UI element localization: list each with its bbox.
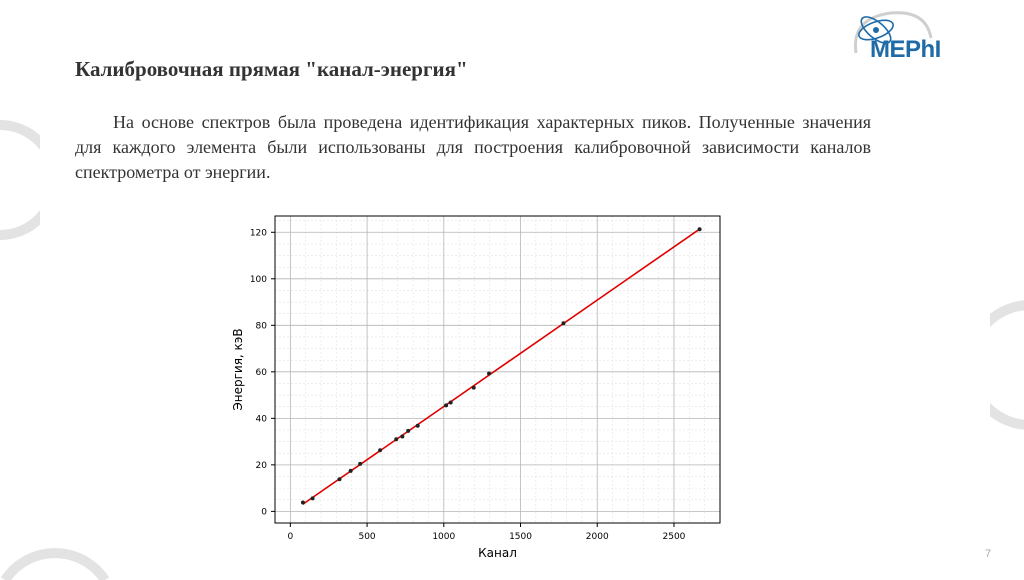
- x-tick-label: 0: [287, 532, 294, 542]
- data-point: [378, 448, 382, 452]
- data-point: [394, 437, 398, 441]
- data-point: [449, 401, 453, 405]
- x-axis-ticks: [287, 523, 685, 542]
- y-tick-label: 20: [255, 460, 267, 471]
- data-point: [358, 462, 362, 466]
- y-tick-label: 100: [249, 274, 267, 285]
- logo-text: MEPhI: [870, 36, 941, 63]
- data-point: [416, 424, 420, 428]
- y-tick-label: 0: [261, 507, 267, 518]
- data-point: [472, 386, 476, 390]
- data-point: [301, 501, 305, 505]
- data-point: [444, 403, 448, 407]
- slide-paragraph: На основе спектров была проведена идентификация характерных пиков. Полученные значения для каждого элемента были использованы для построения калибровочной зависимости каналов спектрометра от энергии.: [75, 112, 871, 182]
- decorative-arc-left: [0, 120, 40, 240]
- data-point: [400, 434, 404, 438]
- decorative-arc-bottom: [0, 540, 110, 580]
- data-point: [487, 371, 491, 375]
- data-point: [349, 469, 353, 473]
- data-point: [561, 321, 565, 325]
- y-tick-label: 80: [255, 321, 267, 332]
- x-tick-label: 1500: [509, 532, 532, 542]
- fit-line: [303, 229, 700, 505]
- calibration-chart: [225, 208, 725, 558]
- y-axis-label: Энергия, кэВ: [231, 328, 245, 411]
- y-tick-label: 60: [255, 367, 267, 378]
- slide-title: Калибровочная прямая "канал-энергия": [75, 57, 468, 81]
- x-axis-label: Канал: [478, 546, 517, 558]
- data-point: [337, 477, 341, 481]
- x-tick-label: 2000: [585, 532, 609, 542]
- x-tick-label: 500: [358, 532, 376, 542]
- x-tick-label: 2500: [662, 532, 686, 542]
- data-point: [311, 496, 315, 500]
- data-point: [698, 227, 702, 231]
- y-axis-ticks: [250, 228, 275, 517]
- decorative-arc-right: [990, 300, 1024, 430]
- page-number: 7: [985, 548, 992, 560]
- x-tick-label: 1000: [432, 532, 456, 542]
- y-tick-label: 120: [249, 228, 267, 239]
- data-point: [406, 429, 410, 433]
- y-tick-label: 40: [255, 414, 267, 425]
